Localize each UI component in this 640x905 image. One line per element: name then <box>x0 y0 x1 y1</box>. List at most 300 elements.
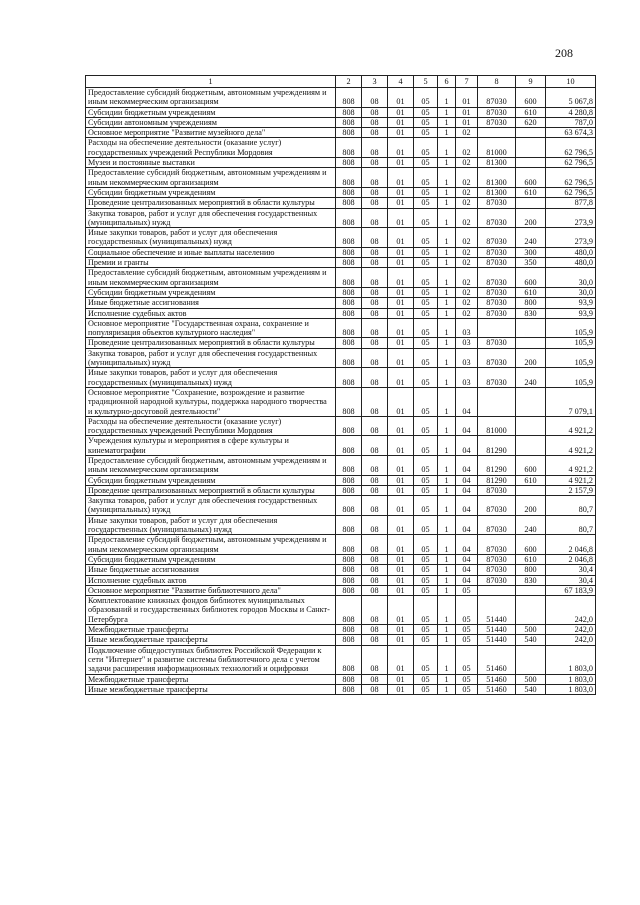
ministry-code: 808 <box>336 128 362 138</box>
item-name: Предоставление субсидий бюджетным, автономным учреждениям и иным некоммерческим организациям <box>86 168 336 188</box>
activity-code: 02 <box>456 228 478 248</box>
activity-code: 05 <box>456 645 478 674</box>
item-name: Учреждения культуры и мероприятия в сфере культуры и кинематографии <box>86 436 336 456</box>
item-name: Исполнение судебных актов <box>86 575 336 585</box>
subprogram-code: 1 <box>438 268 456 288</box>
subsection-code: 01 <box>388 515 414 535</box>
ministry-code: 808 <box>336 368 362 388</box>
subprogram-code: 1 <box>438 187 456 197</box>
program-code: 05 <box>414 168 438 188</box>
item-name: Иные закупки товаров, работ и услуг для обеспечения государственных (муниципальных) нужд <box>86 515 336 535</box>
ministry-code: 808 <box>336 88 362 108</box>
expense-type-code: 540 <box>516 635 546 645</box>
subprogram-code: 1 <box>438 554 456 564</box>
subsection-code: 01 <box>388 625 414 635</box>
expense-type-code: 600 <box>516 88 546 108</box>
table-row <box>86 475 596 485</box>
item-name: Расходы на обеспечение деятельности (оказание услуг) государственных учреждений Республики Мордовия <box>86 138 336 158</box>
section-code: 08 <box>362 645 388 674</box>
direction-code <box>478 585 516 595</box>
activity-code: 02 <box>456 208 478 228</box>
program-code: 05 <box>414 416 438 436</box>
program-code: 05 <box>414 298 438 308</box>
activity-code: 05 <box>456 625 478 635</box>
activity-code: 02 <box>456 138 478 158</box>
expense-type-code: 240 <box>516 228 546 248</box>
activity-code: 04 <box>456 554 478 564</box>
expense-type-code <box>516 387 546 416</box>
ministry-code: 808 <box>336 228 362 248</box>
subprogram-code: 1 <box>438 475 456 485</box>
section-code: 08 <box>362 348 388 368</box>
activity-code: 03 <box>456 318 478 338</box>
ministry-code: 808 <box>336 158 362 168</box>
expense-type-code: 540 <box>516 684 546 694</box>
activity-code: 05 <box>456 684 478 694</box>
table-row <box>86 387 596 416</box>
subprogram-code: 1 <box>438 298 456 308</box>
program-code: 05 <box>414 268 438 288</box>
header-col-2: 2 <box>336 76 362 88</box>
subsection-code: 01 <box>388 88 414 108</box>
program-code: 05 <box>414 475 438 485</box>
table-row <box>86 515 596 535</box>
program-code: 05 <box>414 596 438 625</box>
direction-code <box>478 387 516 416</box>
amount: 242,0 <box>546 635 596 645</box>
direction-code: 81300 <box>478 158 516 168</box>
subprogram-code: 1 <box>438 198 456 208</box>
section-code: 08 <box>362 308 388 318</box>
subsection-code: 01 <box>388 387 414 416</box>
amount: 4 921,2 <box>546 436 596 456</box>
subprogram-code: 1 <box>438 585 456 595</box>
ministry-code: 808 <box>336 287 362 297</box>
section-code: 08 <box>362 565 388 575</box>
subsection-code: 01 <box>388 338 414 348</box>
subprogram-code: 1 <box>438 308 456 318</box>
header-col-7: 7 <box>456 76 478 88</box>
direction-code: 81300 <box>478 187 516 197</box>
amount: 2 046,8 <box>546 554 596 564</box>
amount: 1 803,0 <box>546 645 596 674</box>
item-name: Предоставление субсидий бюджетным, автономным учреждениям и иным некоммерческим организациям <box>86 268 336 288</box>
table-row <box>86 187 596 197</box>
amount: 2 157,9 <box>546 485 596 495</box>
expense-type-code <box>516 158 546 168</box>
item-name: Комплектование книжных фондов библиотек муниципальных образований и государственных библиотек городов Москвы и Санкт-Петербурга <box>86 596 336 625</box>
expense-type-code: 600 <box>516 535 546 555</box>
section-code: 08 <box>362 585 388 595</box>
amount: 4 921,2 <box>546 455 596 475</box>
subsection-code: 01 <box>388 187 414 197</box>
subprogram-code: 1 <box>438 387 456 416</box>
section-code: 08 <box>362 515 388 535</box>
table-row <box>86 674 596 684</box>
direction-code <box>478 128 516 138</box>
table-row <box>86 228 596 248</box>
amount: 105,9 <box>546 318 596 338</box>
amount: 273,9 <box>546 208 596 228</box>
expense-type-code: 500 <box>516 625 546 635</box>
program-code: 05 <box>414 674 438 684</box>
item-name: Субсидии автономным учреждениям <box>86 117 336 127</box>
activity-code: 04 <box>456 475 478 485</box>
amount: 2 046,8 <box>546 535 596 555</box>
item-name: Проведение централизованных мероприятий в области культуры <box>86 485 336 495</box>
table-row <box>86 168 596 188</box>
section-code: 08 <box>362 208 388 228</box>
activity-code: 05 <box>456 585 478 595</box>
expense-type-code <box>516 198 546 208</box>
table-row <box>86 287 596 297</box>
activity-code: 02 <box>456 298 478 308</box>
subprogram-code: 1 <box>438 138 456 158</box>
direction-code: 81290 <box>478 455 516 475</box>
activity-code: 02 <box>456 158 478 168</box>
section-code: 08 <box>362 128 388 138</box>
section-code: 08 <box>362 158 388 168</box>
amount: 4 921,2 <box>546 416 596 436</box>
direction-code: 87030 <box>478 338 516 348</box>
table-row <box>86 565 596 575</box>
header-col-1: 1 <box>86 76 336 88</box>
ministry-code: 808 <box>336 318 362 338</box>
program-code: 05 <box>414 455 438 475</box>
activity-code: 01 <box>456 107 478 117</box>
header-col-9: 9 <box>516 76 546 88</box>
table-row <box>86 368 596 388</box>
item-name: Иные закупки товаров, работ и услуг для обеспечения государственных (муниципальных) нужд <box>86 228 336 248</box>
item-name: Расходы на обеспечение деятельности (оказание услуг) государственных учреждений Республики Мордовия <box>86 416 336 436</box>
subsection-code: 01 <box>388 645 414 674</box>
expense-type-code: 300 <box>516 247 546 257</box>
ministry-code: 808 <box>336 635 362 645</box>
section-code: 08 <box>362 496 388 516</box>
activity-code: 02 <box>456 187 478 197</box>
program-code: 05 <box>414 318 438 338</box>
activity-code: 03 <box>456 368 478 388</box>
table-row <box>86 585 596 595</box>
activity-code: 03 <box>456 348 478 368</box>
ministry-code: 808 <box>336 348 362 368</box>
expense-type-code <box>516 585 546 595</box>
activity-code: 04 <box>456 535 478 555</box>
amount: 105,9 <box>546 368 596 388</box>
ministry-code: 808 <box>336 645 362 674</box>
section-code: 08 <box>362 287 388 297</box>
program-code: 05 <box>414 258 438 268</box>
activity-code: 04 <box>456 565 478 575</box>
activity-code: 05 <box>456 596 478 625</box>
direction-code: 87030 <box>478 496 516 516</box>
subsection-code: 01 <box>388 107 414 117</box>
activity-code: 02 <box>456 308 478 318</box>
program-code: 05 <box>414 635 438 645</box>
direction-code: 87030 <box>478 298 516 308</box>
direction-code <box>478 318 516 338</box>
amount: 62 796,5 <box>546 187 596 197</box>
section-code: 08 <box>362 684 388 694</box>
program-code: 05 <box>414 187 438 197</box>
table-row <box>86 535 596 555</box>
table-row <box>86 635 596 645</box>
ministry-code: 808 <box>336 674 362 684</box>
activity-code: 04 <box>456 436 478 456</box>
table-row <box>86 88 596 108</box>
item-name: Музеи и постоянные выставки <box>86 158 336 168</box>
subprogram-code: 1 <box>438 515 456 535</box>
direction-code: 81000 <box>478 138 516 158</box>
table-row <box>86 128 596 138</box>
header-col-6: 6 <box>438 76 456 88</box>
direction-code: 87030 <box>478 554 516 564</box>
section-code: 08 <box>362 338 388 348</box>
table-row <box>86 455 596 475</box>
ministry-code: 808 <box>336 107 362 117</box>
amount: 80,7 <box>546 496 596 516</box>
section-code: 08 <box>362 228 388 248</box>
expense-type-code: 610 <box>516 107 546 117</box>
direction-code: 81290 <box>478 475 516 485</box>
ministry-code: 808 <box>336 187 362 197</box>
subsection-code: 01 <box>388 485 414 495</box>
subprogram-code: 1 <box>438 674 456 684</box>
expense-type-code: 610 <box>516 187 546 197</box>
amount: 480,0 <box>546 258 596 268</box>
program-code: 05 <box>414 158 438 168</box>
amount: 105,9 <box>546 338 596 348</box>
section-code: 08 <box>362 625 388 635</box>
expense-type-code: 500 <box>516 674 546 684</box>
ministry-code: 808 <box>336 247 362 257</box>
subsection-code: 01 <box>388 565 414 575</box>
item-name: Предоставление субсидий бюджетным, автономным учреждениям и иным некоммерческим организациям <box>86 535 336 555</box>
subprogram-code: 1 <box>438 338 456 348</box>
ministry-code: 808 <box>336 496 362 516</box>
section-code: 08 <box>362 247 388 257</box>
expense-type-code: 600 <box>516 455 546 475</box>
amount: 7 079,1 <box>546 387 596 416</box>
subprogram-code: 1 <box>438 535 456 555</box>
expense-type-code <box>516 436 546 456</box>
direction-code: 87030 <box>478 308 516 318</box>
program-code: 05 <box>414 535 438 555</box>
subprogram-code: 1 <box>438 208 456 228</box>
subsection-code: 01 <box>388 247 414 257</box>
item-name: Иные межбюджетные трансферты <box>86 635 336 645</box>
table-row <box>86 575 596 585</box>
subsection-code: 01 <box>388 348 414 368</box>
ministry-code: 808 <box>336 475 362 485</box>
ministry-code: 808 <box>336 585 362 595</box>
table-row <box>86 198 596 208</box>
activity-code: 03 <box>456 338 478 348</box>
amount: 242,0 <box>546 625 596 635</box>
subsection-code: 01 <box>388 575 414 585</box>
amount: 480,0 <box>546 247 596 257</box>
subsection-code: 01 <box>388 684 414 694</box>
item-name: Субсидии бюджетным учреждениям <box>86 187 336 197</box>
ministry-code: 808 <box>336 416 362 436</box>
program-code: 05 <box>414 554 438 564</box>
activity-code: 02 <box>456 128 478 138</box>
amount: 93,9 <box>546 298 596 308</box>
ministry-code: 808 <box>336 308 362 318</box>
program-code: 05 <box>414 485 438 495</box>
section-code: 08 <box>362 455 388 475</box>
ministry-code: 808 <box>336 298 362 308</box>
amount: 30,4 <box>546 565 596 575</box>
section-code: 08 <box>362 416 388 436</box>
amount: 1 803,0 <box>546 674 596 684</box>
amount: 273,9 <box>546 228 596 248</box>
direction-code: 81000 <box>478 416 516 436</box>
expense-type-code <box>516 485 546 495</box>
table-row <box>86 268 596 288</box>
subprogram-code: 1 <box>438 107 456 117</box>
item-name: Премии и гранты <box>86 258 336 268</box>
subsection-code: 01 <box>388 496 414 516</box>
header-col-4: 4 <box>388 76 414 88</box>
expense-type-code: 800 <box>516 565 546 575</box>
direction-code: 87030 <box>478 88 516 108</box>
subsection-code: 01 <box>388 674 414 684</box>
expense-type-code: 200 <box>516 348 546 368</box>
program-code: 05 <box>414 208 438 228</box>
direction-code: 87030 <box>478 515 516 535</box>
expense-type-code <box>516 596 546 625</box>
table-row <box>86 247 596 257</box>
subsection-code: 01 <box>388 208 414 228</box>
activity-code: 04 <box>456 416 478 436</box>
program-code: 05 <box>414 565 438 575</box>
program-code: 05 <box>414 496 438 516</box>
section-code: 08 <box>362 298 388 308</box>
item-name: Подключение общедоступных библиотек Российской Федерации к сети "Интернет" и развитие системы библиотечного дела с учетом задачи расширения информационных технологий и оцифровки <box>86 645 336 674</box>
section-code: 08 <box>362 368 388 388</box>
program-code: 05 <box>414 585 438 595</box>
ministry-code: 808 <box>336 684 362 694</box>
section-code: 08 <box>362 318 388 338</box>
expense-type-code <box>516 338 546 348</box>
activity-code: 01 <box>456 88 478 108</box>
expense-type-code: 200 <box>516 208 546 228</box>
activity-code: 04 <box>456 455 478 475</box>
table-row <box>86 554 596 564</box>
direction-code: 51460 <box>478 645 516 674</box>
program-code: 05 <box>414 88 438 108</box>
subprogram-code: 1 <box>438 318 456 338</box>
page-number: 208 <box>555 46 573 60</box>
subprogram-code: 1 <box>438 348 456 368</box>
subsection-code: 01 <box>388 368 414 388</box>
subsection-code: 01 <box>388 308 414 318</box>
program-code: 05 <box>414 575 438 585</box>
expense-type-code: 800 <box>516 298 546 308</box>
ministry-code: 808 <box>336 565 362 575</box>
subprogram-code: 1 <box>438 158 456 168</box>
subsection-code: 01 <box>388 258 414 268</box>
subsection-code: 01 <box>388 298 414 308</box>
direction-code: 87030 <box>478 535 516 555</box>
activity-code: 02 <box>456 247 478 257</box>
program-code: 05 <box>414 247 438 257</box>
subsection-code: 01 <box>388 475 414 485</box>
subprogram-code: 1 <box>438 635 456 645</box>
table-row <box>86 596 596 625</box>
ministry-code: 808 <box>336 198 362 208</box>
subprogram-code: 1 <box>438 684 456 694</box>
subsection-code: 01 <box>388 117 414 127</box>
section-code: 08 <box>362 535 388 555</box>
activity-code: 05 <box>456 674 478 684</box>
direction-code: 87030 <box>478 575 516 585</box>
header-col-3: 3 <box>362 76 388 88</box>
subprogram-code: 1 <box>438 168 456 188</box>
subsection-code: 01 <box>388 635 414 645</box>
expense-type-code: 610 <box>516 554 546 564</box>
section-code: 08 <box>362 258 388 268</box>
subprogram-code: 1 <box>438 485 456 495</box>
expense-type-code <box>516 645 546 674</box>
table-row <box>86 348 596 368</box>
ministry-code: 808 <box>336 575 362 585</box>
table-row <box>86 318 596 338</box>
subprogram-code: 1 <box>438 575 456 585</box>
ministry-code: 808 <box>336 138 362 158</box>
program-code: 05 <box>414 198 438 208</box>
subsection-code: 01 <box>388 128 414 138</box>
activity-code: 04 <box>456 485 478 495</box>
subprogram-code: 1 <box>438 247 456 257</box>
amount: 242,0 <box>546 596 596 625</box>
amount: 30,0 <box>546 287 596 297</box>
direction-code: 87030 <box>478 228 516 248</box>
amount: 5 067,8 <box>546 88 596 108</box>
ministry-code: 808 <box>336 485 362 495</box>
program-code: 05 <box>414 138 438 158</box>
expense-type-code: 830 <box>516 308 546 318</box>
item-name: Межбюджетные трансферты <box>86 674 336 684</box>
direction-code: 87030 <box>478 268 516 288</box>
table-row <box>86 308 596 318</box>
item-name: Иные бюджетные ассигнования <box>86 298 336 308</box>
table-row <box>86 625 596 635</box>
item-name: Иные межбюджетные трансферты <box>86 684 336 694</box>
program-code: 05 <box>414 117 438 127</box>
direction-code: 81290 <box>478 436 516 456</box>
program-code: 05 <box>414 338 438 348</box>
direction-code: 87030 <box>478 485 516 495</box>
subprogram-code: 1 <box>438 117 456 127</box>
item-name: Иные бюджетные ассигнования <box>86 565 336 575</box>
direction-code: 87030 <box>478 348 516 368</box>
direction-code: 51440 <box>478 625 516 635</box>
direction-code: 87030 <box>478 107 516 117</box>
ministry-code: 808 <box>336 436 362 456</box>
section-code: 08 <box>362 596 388 625</box>
program-code: 05 <box>414 228 438 248</box>
ministry-code: 808 <box>336 258 362 268</box>
direction-code: 87030 <box>478 208 516 228</box>
program-code: 05 <box>414 308 438 318</box>
subsection-code: 01 <box>388 416 414 436</box>
item-name: Закупка товаров, работ и услуг для обеспечения государственных (муниципальных) нужд <box>86 348 336 368</box>
subsection-code: 01 <box>388 168 414 188</box>
header-col-8: 8 <box>478 76 516 88</box>
program-code: 05 <box>414 107 438 117</box>
